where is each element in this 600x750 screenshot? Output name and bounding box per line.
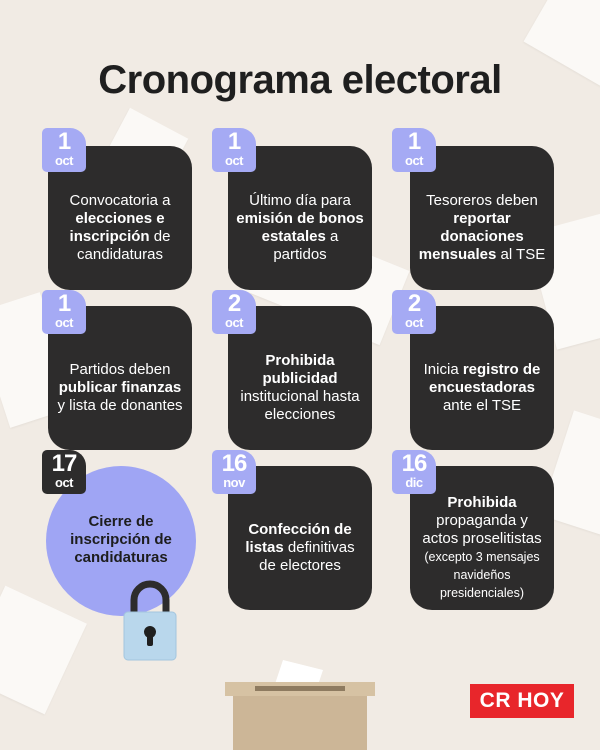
- date-day: 1: [57, 128, 71, 155]
- event-text-bold: elecciones e inscripción: [69, 210, 165, 245]
- event-text-bold: reportar donaciones mensuales: [418, 210, 524, 263]
- date-badge: [42, 290, 86, 334]
- event-text: Convocatoria a: [69, 192, 171, 209]
- date-badge: [42, 450, 86, 494]
- date-day: 1: [227, 128, 241, 155]
- date-day: 16: [221, 450, 247, 477]
- event-description: [56, 361, 184, 415]
- event-text: a partidos: [273, 228, 339, 263]
- date-month: oct: [55, 153, 73, 168]
- event-description: [418, 192, 546, 264]
- event-text-bold: Cierre de inscripción de candidaturas: [70, 513, 172, 566]
- date-day: 1: [57, 290, 71, 317]
- date-day: 1: [407, 128, 421, 155]
- event-description: [236, 352, 364, 424]
- event-text: ante el TSE: [442, 397, 522, 414]
- event-text-bold: registro de encuestadoras: [429, 361, 541, 396]
- event-text: al TSE: [496, 246, 546, 263]
- page-title: Cronograma electoral: [98, 58, 502, 102]
- date-badge: [212, 290, 256, 334]
- event-text: de candidaturas: [77, 228, 171, 263]
- date-month: oct: [55, 475, 73, 490]
- date-month: oct: [405, 315, 423, 330]
- date-month: oct: [405, 153, 423, 168]
- event-text-bold: Prohibida: [447, 494, 517, 511]
- date-badge: [392, 290, 436, 334]
- date-day: 2: [227, 290, 241, 317]
- date-badge: [392, 128, 436, 172]
- event-text-bold: Prohibida publicidad: [262, 352, 338, 387]
- event-description: [236, 521, 364, 575]
- event-text: Tesoreros deben: [426, 192, 538, 209]
- date-month: oct: [55, 315, 73, 330]
- event-text: propaganda y actos proselitistas: [422, 512, 542, 547]
- background-paper: [0, 586, 87, 715]
- ballot-box-icon: [225, 660, 375, 750]
- event-text-bold: Confección de listas: [245, 521, 352, 556]
- date-month: dic: [405, 475, 423, 490]
- date-month: nov: [223, 475, 245, 490]
- date-month: oct: [225, 153, 243, 168]
- date-badge: [392, 450, 436, 494]
- date-month: oct: [225, 315, 243, 330]
- event-description: [418, 494, 546, 602]
- event-text: Último día para: [249, 192, 351, 209]
- event-text: y lista de donantes: [57, 397, 183, 414]
- date-day: 16: [401, 450, 427, 477]
- event-description: [236, 192, 364, 264]
- event-text-bold: publicar finanzas: [58, 379, 182, 396]
- event-text: Partidos deben: [69, 361, 171, 378]
- date-day: 17: [51, 450, 77, 477]
- padlock-icon: [122, 576, 178, 662]
- event-text: definitivas de electores: [259, 539, 355, 574]
- date-badge: [42, 128, 86, 172]
- date-badge: [212, 128, 256, 172]
- event-text: (excepto 3 mensajes navideños presidenciales): [424, 550, 540, 600]
- event-description: [418, 361, 546, 415]
- date-day: 2: [407, 290, 421, 317]
- event-text-bold: emisión de bonos estatales: [236, 210, 364, 245]
- brand-logo: CR HOY: [470, 684, 574, 718]
- date-badge: [212, 450, 256, 494]
- event-text: Inicia: [423, 361, 463, 378]
- event-text: institucional hasta elecciones: [240, 388, 360, 423]
- event-description: [56, 192, 184, 264]
